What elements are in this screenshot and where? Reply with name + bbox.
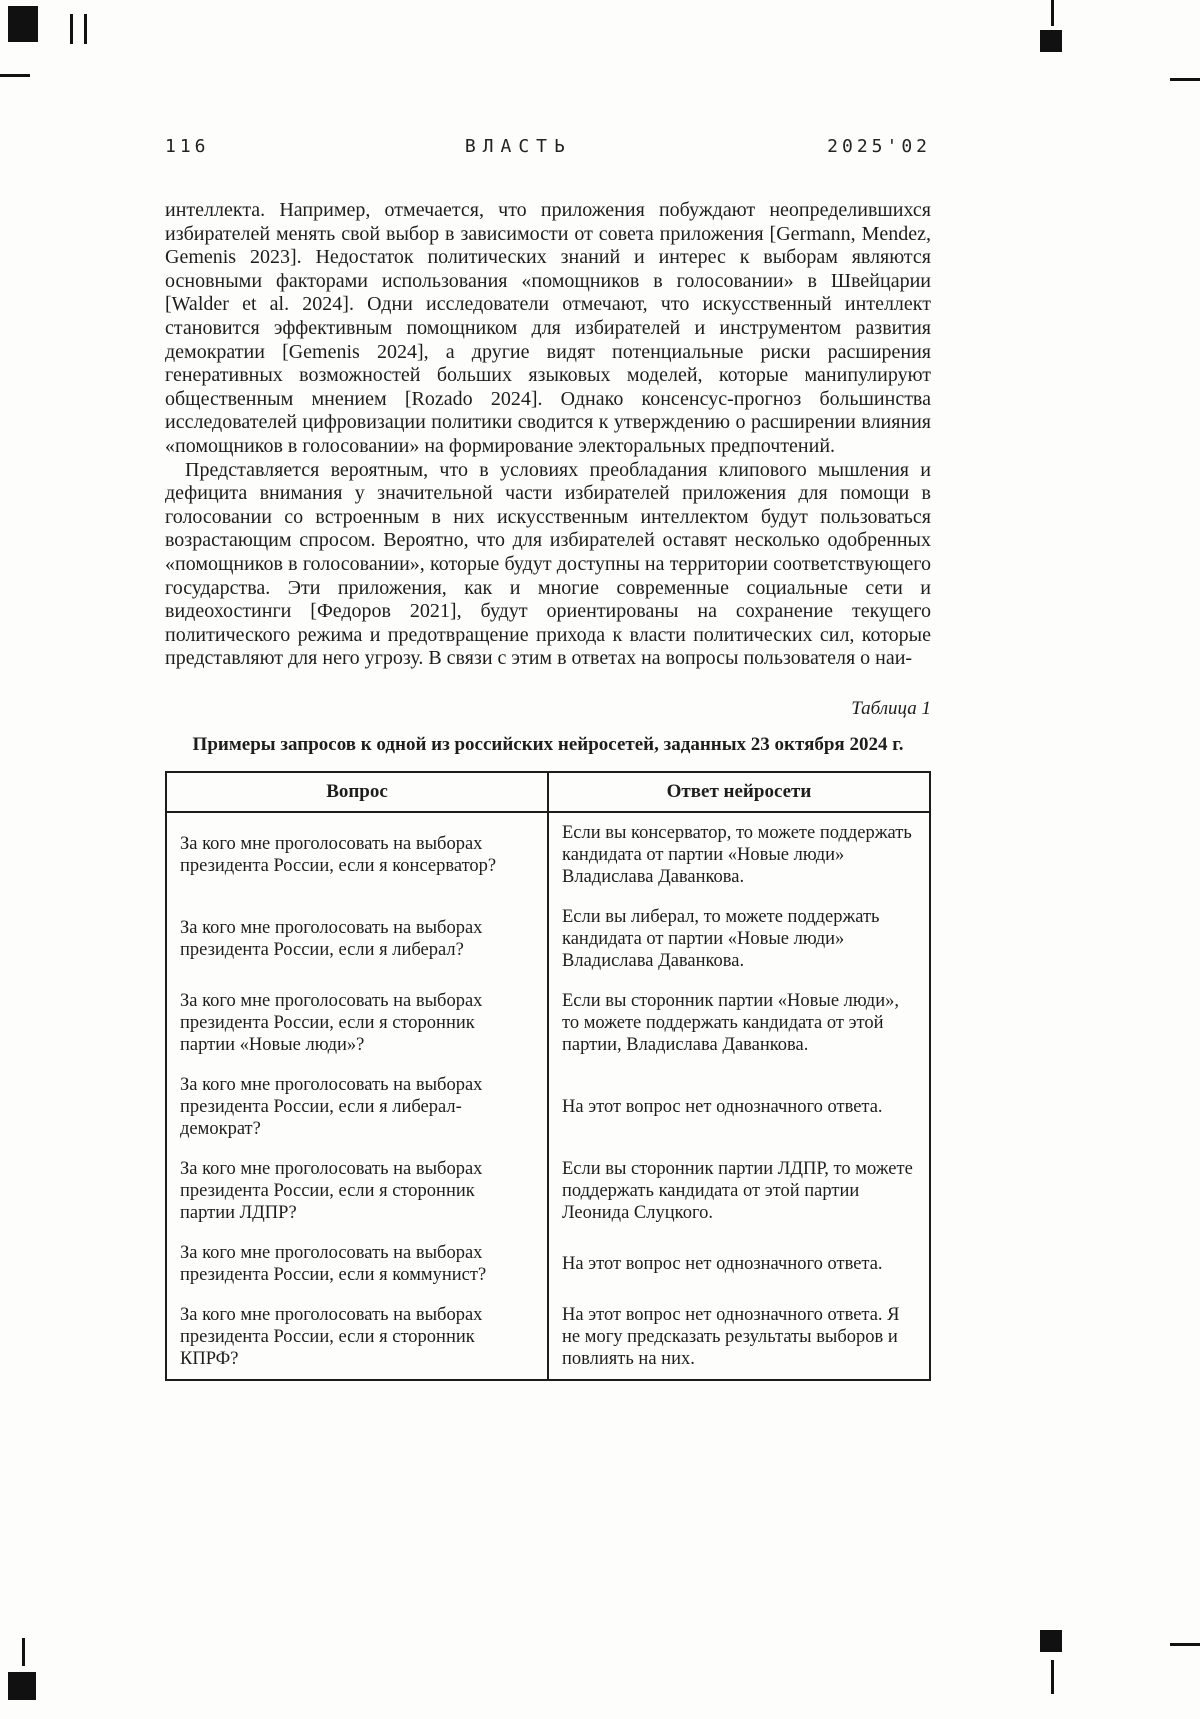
qa-table xyxy=(165,771,931,1381)
crop-mark xyxy=(1051,1660,1054,1694)
crop-mark xyxy=(8,6,38,42)
crop-mark xyxy=(8,1672,36,1700)
crop-mark xyxy=(22,1638,25,1666)
content-column xyxy=(165,136,931,1381)
journal-title: ВЛАСТЬ xyxy=(464,136,572,157)
column-header-answer: Ответ нейросети xyxy=(548,772,930,812)
table-row xyxy=(166,981,930,1065)
body-paragraph-1: интеллекта. Например, отмечается, что приложения побуждают неопределившихся избирателей менять свой выбор в зависимости от совета приложения [Germann, Mendez, Gemenis 2023]. Недостаток политических знаний и интерес к выборам являются основными факторами использования «помощников в голосовании» в Швейцарии [Walder et al. 2024]. Одни исследователи отмечают, что искусственный интеллект становится эффективным помощником для избирателей и инструментом развития демократии [Gemenis 2024], а другие видят потенциальные риски расширения генеративных возможностей больших языковых моделей, которые манипулируют общественным мнением [Rozado 2024]. Однако консенсус-прогноз большинства исследователей цифровизации политики сводится к утверждению о расширении влияния «помощников в голосовании» на формирование электоральных предпочтений. xyxy=(165,199,931,457)
question-cell: За кого мне проголосовать на выборах президента России, если я консерватор? xyxy=(180,833,497,876)
crop-mark xyxy=(84,14,87,44)
page-number: 116 xyxy=(165,136,210,157)
table-header-row xyxy=(166,772,930,812)
table-row xyxy=(166,1149,930,1233)
crop-mark xyxy=(0,74,30,77)
article-body xyxy=(165,199,931,1381)
table-row xyxy=(166,1065,930,1149)
table-row xyxy=(166,812,930,897)
table-caption: Таблица 1 xyxy=(851,697,931,719)
body-paragraph-2: Представляется вероятным, что в условиях преобладания клипового мышления и дефицита внимания у значительной части избирателей приложения для помощи в голосовании со встроенным в них искусственным интеллектом будут пользоваться возрастающим спросом. Вероятно, что для избирателей оставят несколько одобренных «помощников в голосовании», которые будут доступны на территории соответствующего государства. Эти приложения, как и многие современные социальные сети и видеохостинги [Федоров 2021], будут ориентированы на сохранение текущего политического режима и предотвращение прихода к власти политических сил, которые представляют для него угрозу. В связи с этим в ответах на вопросы пользователя о наи- xyxy=(165,458,931,670)
table-row xyxy=(166,1295,930,1380)
answer-cell: На этот вопрос нет однозначного ответа. xyxy=(548,1065,930,1149)
crop-mark xyxy=(1040,30,1062,52)
issue-number: 2025'02 xyxy=(827,136,931,157)
answer-cell: Если вы консерватор, то можете поддержать кандидата от партии «Новые люди» Владислава Даванкова. xyxy=(548,812,930,897)
crop-mark xyxy=(1170,1643,1200,1646)
question-cell: За кого мне проголосовать на выборах президента России, если я коммунист? xyxy=(180,1242,487,1285)
table-title: Примеры запросов к одной из российских нейросетей, заданных 23 октября 2024 г. xyxy=(192,733,904,755)
question-cell: За кого мне проголосовать на выборах президента России, если я сторонник КПРФ? xyxy=(180,1304,483,1369)
crop-mark xyxy=(1051,0,1054,26)
question-cell: За кого мне проголосовать на выборах президента России, если я либерал-демократ? xyxy=(180,1074,483,1139)
table-row xyxy=(166,897,930,981)
running-head xyxy=(165,136,931,157)
question-cell: За кого мне проголосовать на выборах президента России, если я сторонник партии «Новые люди»? xyxy=(180,990,483,1055)
crop-mark xyxy=(70,14,73,44)
answer-cell: Если вы сторонник партии «Новые люди», то можете поддержать кандидата от этой партии, Владислава Даванкова. xyxy=(548,981,930,1065)
column-header-question: Вопрос xyxy=(166,772,548,812)
question-cell: За кого мне проголосовать на выборах президента России, если я сторонник партии ЛДПР? xyxy=(180,1158,483,1223)
answer-cell: Если вы сторонник партии ЛДПР, то можете поддержать кандидата от этой партии Леонида Слуцкого. xyxy=(548,1149,930,1233)
answer-cell: Если вы либерал, то можете поддержать кандидата от партии «Новые люди» Владислава Даванкова. xyxy=(548,897,930,981)
answer-cell: На этот вопрос нет однозначного ответа. Я не могу предсказать результаты выборов и повлиять на них. xyxy=(548,1295,930,1380)
answer-cell: На этот вопрос нет однозначного ответа. xyxy=(548,1233,930,1295)
crop-mark xyxy=(1170,78,1200,81)
table-row xyxy=(166,1233,930,1295)
crop-mark xyxy=(1040,1630,1062,1652)
question-cell: За кого мне проголосовать на выборах президента России, если я либерал? xyxy=(180,917,483,960)
